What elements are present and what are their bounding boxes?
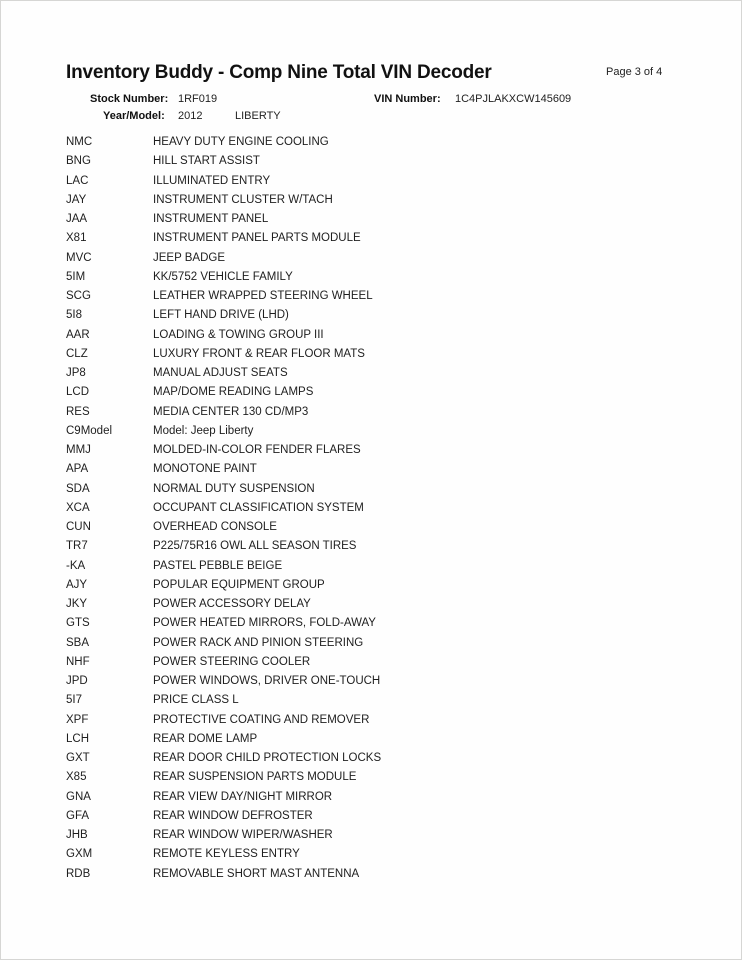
option-row: [66, 326, 686, 345]
option-description: HILL START ASSIST: [153, 155, 260, 168]
option-row: [66, 422, 686, 441]
option-row: [66, 807, 686, 826]
page-number-label: Page 3 of 4: [606, 66, 663, 78]
option-code: 5I7: [66, 694, 82, 707]
option-row: [66, 595, 686, 614]
option-row: [66, 383, 686, 402]
report-title: Inventory Buddy - Comp Nine Total VIN Decoder: [66, 62, 492, 83]
option-description: REAR VIEW DAY/NIGHT MIRROR: [153, 790, 333, 803]
option-code: LCH: [66, 732, 90, 745]
option-code: JHB: [66, 829, 88, 841]
stock-number-value: 1RF019: [178, 93, 218, 105]
option-code: TR7: [66, 540, 88, 553]
option-description: OVERHEAD CONSOLE: [153, 521, 277, 533]
option-description: POWER WINDOWS, DRIVER ONE-TOUCH: [153, 675, 381, 687]
option-row: [66, 576, 686, 595]
option-code: JKY: [66, 598, 88, 610]
option-row: [66, 634, 686, 653]
option-row: [66, 730, 686, 749]
option-code: SCG: [66, 290, 91, 302]
option-row: [66, 306, 686, 325]
option-code: GNA: [66, 790, 91, 803]
option-row: [66, 865, 686, 884]
option-description: REAR DOOR CHILD PROTECTION LOCKS: [153, 752, 382, 764]
option-code: JAY: [66, 193, 87, 206]
option-code: XPF: [66, 713, 89, 726]
option-code: -KA: [66, 559, 86, 572]
option-row: [66, 845, 686, 864]
option-code: AAR: [66, 328, 90, 341]
option-code: XCA: [66, 501, 90, 514]
option-row: [66, 460, 686, 479]
option-description: OCCUPANT CLASSIFICATION SYSTEM: [153, 501, 364, 514]
option-row: [66, 133, 686, 152]
option-description: POWER HEATED MIRRORS, FOLD-AWAY: [153, 617, 376, 630]
option-description: PRICE CLASS L: [153, 694, 239, 707]
option-code: LCD: [66, 386, 90, 399]
option-row: [66, 653, 686, 672]
option-code: NHF: [66, 655, 90, 668]
option-description: NORMAL DUTY SUSPENSION: [153, 482, 315, 495]
option-description: INSTRUMENT PANEL: [153, 213, 269, 225]
option-description: Model: Jeep Liberty: [153, 424, 254, 437]
option-description: MAP/DOME READING LAMPS: [153, 386, 314, 399]
option-row: [66, 152, 686, 171]
option-row: [66, 826, 686, 845]
option-row: [66, 788, 686, 807]
option-row: [66, 403, 686, 422]
option-row: [66, 191, 686, 210]
option-description: HEAVY DUTY ENGINE COOLING: [153, 136, 329, 148]
option-description: PROTECTIVE COATING AND REMOVER: [153, 713, 370, 726]
option-code: JPD: [66, 675, 88, 687]
option-row: [66, 210, 686, 229]
option-code: CUN: [66, 521, 91, 533]
option-description: INSTRUMENT PANEL PARTS MODULE: [153, 232, 361, 245]
option-description: LOADING & TOWING GROUP III: [153, 328, 324, 341]
option-code: MVC: [66, 251, 92, 264]
option-code: JP8: [66, 367, 86, 379]
option-description: POPULAR EQUIPMENT GROUP: [153, 578, 325, 591]
option-description: REAR SUSPENSION PARTS MODULE: [153, 771, 357, 784]
option-row: [66, 268, 686, 287]
option-row: [66, 345, 686, 364]
option-code: BNG: [66, 155, 91, 168]
option-code: C9Model: [66, 424, 113, 437]
option-description: LUXURY FRONT & REAR FLOOR MATS: [153, 347, 365, 360]
option-description: REMOVABLE SHORT MAST ANTENNA: [153, 867, 360, 880]
option-row: [66, 499, 686, 518]
option-row: [66, 711, 686, 730]
option-description: MOLDED-IN-COLOR FENDER FLARES: [153, 444, 361, 456]
option-code: GXT: [66, 752, 90, 764]
option-row: [66, 249, 686, 268]
stock-number-label: Stock Number:: [90, 93, 169, 105]
option-description: LEFT HAND DRIVE (LHD): [153, 309, 289, 322]
option-code: CLZ: [66, 347, 88, 360]
option-code: JAA: [66, 213, 88, 225]
option-row: [66, 287, 686, 306]
option-row: [66, 614, 686, 633]
option-row: [66, 749, 686, 768]
year-value: 2012: [178, 110, 203, 122]
option-row: [66, 172, 686, 191]
option-code: RDB: [66, 867, 91, 880]
option-code: GXM: [66, 848, 93, 861]
option-description: KK/5752 VEHICLE FAMILY: [153, 270, 293, 283]
model-value: LIBERTY: [235, 110, 281, 122]
option-description: POWER RACK AND PINION STEERING: [153, 636, 364, 649]
vin-number-label: VIN Number:: [374, 93, 441, 105]
option-row: [66, 229, 686, 248]
option-codes-list: [66, 133, 686, 884]
option-description: INSTRUMENT CLUSTER W/TACH: [153, 193, 333, 206]
option-code: MMJ: [66, 444, 91, 456]
option-description: P225/75R16 OWL ALL SEASON TIRES: [153, 540, 357, 553]
option-row: [66, 672, 686, 691]
option-code: GTS: [66, 617, 90, 630]
option-description: MONOTONE PAINT: [153, 463, 257, 476]
option-row: [66, 691, 686, 710]
option-description: REAR DOME LAMP: [153, 732, 258, 745]
option-description: MANUAL ADJUST SEATS: [153, 367, 288, 379]
option-code: LAC: [66, 174, 89, 187]
option-code: SDA: [66, 482, 90, 495]
option-row: [66, 518, 686, 537]
option-description: JEEP BADGE: [153, 251, 226, 264]
option-code: AJY: [66, 578, 88, 591]
option-row: [66, 364, 686, 383]
option-code: RES: [66, 405, 90, 418]
year-model-label: Year/Model:: [103, 110, 165, 122]
option-description: REMOTE KEYLESS ENTRY: [153, 848, 300, 861]
option-code: X81: [66, 232, 87, 245]
option-row: [66, 480, 686, 499]
option-code: APA: [66, 463, 89, 476]
option-description: LEATHER WRAPPED STEERING WHEEL: [153, 290, 373, 302]
option-row: [66, 768, 686, 787]
option-description: PASTEL PEBBLE BEIGE: [153, 559, 283, 572]
option-row: [66, 537, 686, 556]
option-description: POWER ACCESSORY DELAY: [153, 598, 311, 610]
option-code: 5I8: [66, 309, 82, 322]
option-description: ILLUMINATED ENTRY: [153, 174, 271, 187]
vin-number-value: 1C4PJLAKXCW145609: [455, 93, 572, 105]
option-description: POWER STEERING COOLER: [153, 655, 311, 668]
option-code: GFA: [66, 809, 90, 822]
option-description: REAR WINDOW DEFROSTER: [153, 809, 313, 822]
option-description: REAR WINDOW WIPER/WASHER: [153, 829, 333, 841]
option-code: 5IM: [66, 270, 86, 283]
option-code: SBA: [66, 636, 90, 649]
option-row: [66, 441, 686, 460]
option-description: MEDIA CENTER 130 CD/MP3: [153, 405, 309, 418]
option-code: NMC: [66, 136, 93, 148]
option-row: [66, 557, 686, 576]
option-code: X85: [66, 771, 87, 784]
